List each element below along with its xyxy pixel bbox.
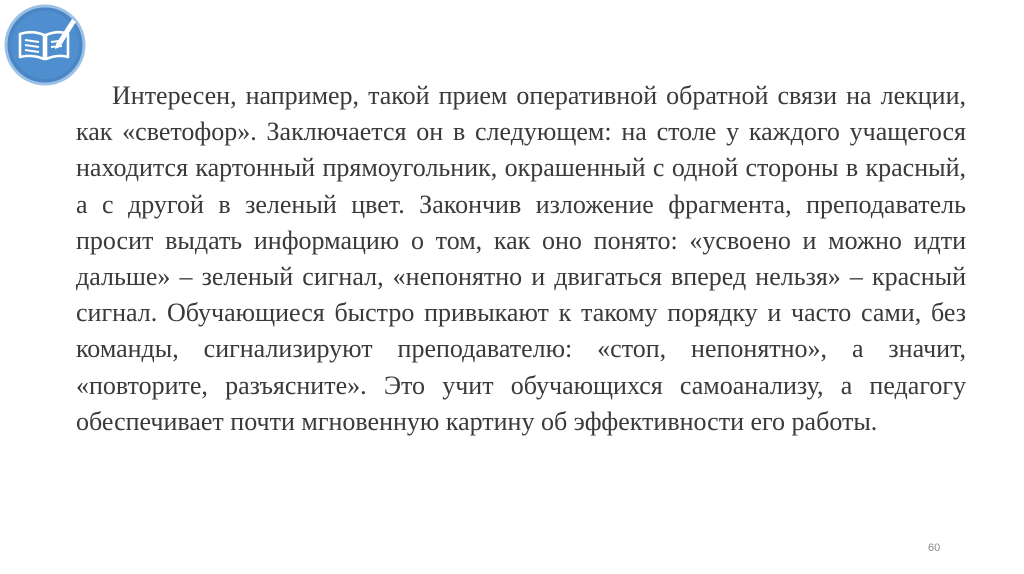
body-paragraph: Интересен, например, такой прием оперативной обратной связи на лекции, как «светофор». Заключается он в следующем: на столе у каждого учащегося находится картонный прямоугольник, окрашенный с одной стороны в красный, а с другой в зеленый цвет. Закончив изложение фрагмента, преподаватель просит выдать информацию о том, как оно понято: «усвоено и можно идти дальше» – зеленый сигнал, «непонятно и двигаться вперед нельзя» – красный сигнал. Обучающиеся быстро привыкают к такому порядку и часто сами, без команды, сигнализируют преподавателю: «стоп, непонятно», а значит, «повторите, разъясните». Это учит обучающихся самоанализу, а педагогу обеспечивает почти мгновенную картину об эффективности его работы. [76,81,966,436]
book-pen-icon [4,4,86,86]
page-number: 60 [928,542,941,554]
